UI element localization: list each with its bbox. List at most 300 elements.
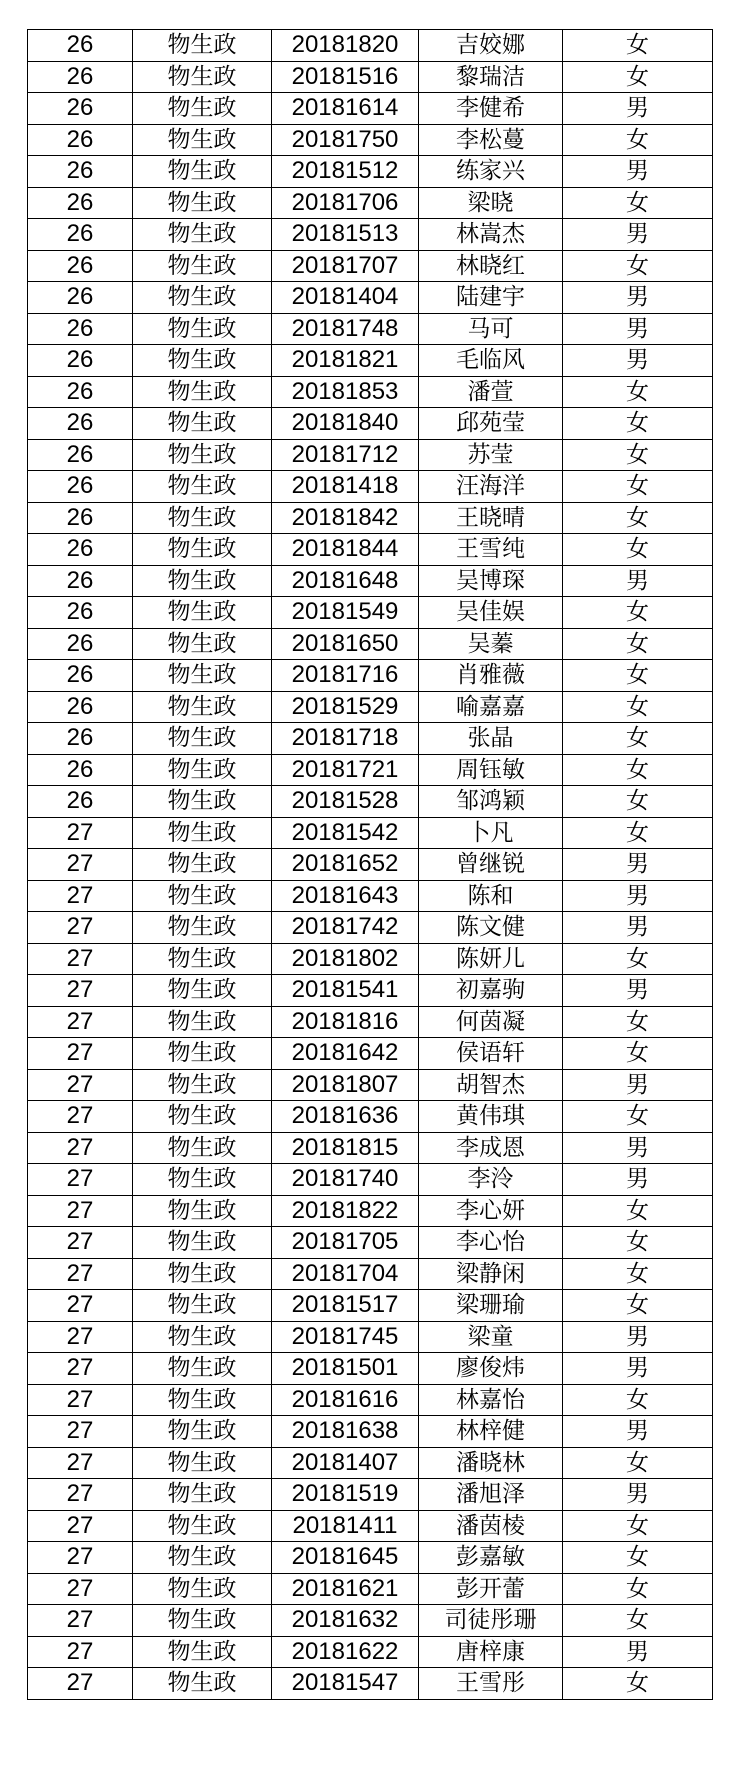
- subject-combo-cell: 物生政: [133, 1069, 272, 1101]
- student-name-cell: 梁珊瑜: [419, 1290, 563, 1322]
- exam-room-cell: 26: [28, 93, 133, 125]
- student-name-cell: 王雪纯: [419, 534, 563, 566]
- table-row: [28, 597, 713, 629]
- student-id-cell: 20181513: [272, 219, 419, 251]
- student-name-cell: 汪海洋: [419, 471, 563, 503]
- subject-combo-cell: 物生政: [133, 1479, 272, 1511]
- student-name-cell: 马可: [419, 313, 563, 345]
- student-id-cell: 20181820: [272, 30, 419, 62]
- gender-cell: 女: [563, 1447, 713, 1479]
- table-row: [28, 282, 713, 314]
- subject-combo-cell: 物生政: [133, 408, 272, 440]
- student-id-cell: 20181632: [272, 1605, 419, 1637]
- student-id-cell: 20181547: [272, 1668, 419, 1700]
- exam-room-cell: 27: [28, 1069, 133, 1101]
- subject-combo-cell: 物生政: [133, 1290, 272, 1322]
- table-row: [28, 1038, 713, 1070]
- subject-combo-cell: 物生政: [133, 345, 272, 377]
- exam-room-cell: 26: [28, 250, 133, 282]
- table-row: [28, 1258, 713, 1290]
- exam-room-cell: 26: [28, 534, 133, 566]
- gender-cell: 男: [563, 849, 713, 881]
- exam-room-cell: 26: [28, 597, 133, 629]
- subject-combo-cell: 物生政: [133, 376, 272, 408]
- gender-cell: 女: [563, 754, 713, 786]
- exam-room-cell: 26: [28, 156, 133, 188]
- table-row: [28, 1321, 713, 1353]
- student-name-cell: 邹鸿颖: [419, 786, 563, 818]
- gender-cell: 女: [563, 124, 713, 156]
- student-id-cell: 20181707: [272, 250, 419, 282]
- subject-combo-cell: 物生政: [133, 471, 272, 503]
- exam-room-cell: 27: [28, 1510, 133, 1542]
- student-id-cell: 20181750: [272, 124, 419, 156]
- student-name-cell: 吴蓁: [419, 628, 563, 660]
- student-name-cell: 周钰敏: [419, 754, 563, 786]
- gender-cell: 女: [563, 1258, 713, 1290]
- student-id-cell: 20181853: [272, 376, 419, 408]
- student-name-cell: 曾继锐: [419, 849, 563, 881]
- table-row: [28, 817, 713, 849]
- table-row: [28, 628, 713, 660]
- gender-cell: 男: [563, 565, 713, 597]
- student-name-cell: 李松蔓: [419, 124, 563, 156]
- subject-combo-cell: 物生政: [133, 1573, 272, 1605]
- student-name-cell: 司徒彤珊: [419, 1605, 563, 1637]
- exam-room-cell: 26: [28, 30, 133, 62]
- subject-combo-cell: 物生政: [133, 219, 272, 251]
- student-id-cell: 20181650: [272, 628, 419, 660]
- student-id-cell: 20181411: [272, 1510, 419, 1542]
- student-name-cell: 林梓健: [419, 1416, 563, 1448]
- exam-room-cell: 27: [28, 1447, 133, 1479]
- table-row: [28, 471, 713, 503]
- subject-combo-cell: 物生政: [133, 1542, 272, 1574]
- student-name-cell: 侯语轩: [419, 1038, 563, 1070]
- table-row: [28, 660, 713, 692]
- subject-combo-cell: 物生政: [133, 30, 272, 62]
- subject-combo-cell: 物生政: [133, 975, 272, 1007]
- table-row: [28, 880, 713, 912]
- table-row: [28, 1636, 713, 1668]
- student-id-cell: 20181621: [272, 1573, 419, 1605]
- table-row: [28, 1353, 713, 1385]
- subject-combo-cell: 物生政: [133, 1258, 272, 1290]
- student-name-cell: 李泠: [419, 1164, 563, 1196]
- student-id-cell: 20181704: [272, 1258, 419, 1290]
- table-row: [28, 1542, 713, 1574]
- gender-cell: 女: [563, 376, 713, 408]
- student-id-cell: 20181712: [272, 439, 419, 471]
- subject-combo-cell: 物生政: [133, 124, 272, 156]
- table-row: [28, 313, 713, 345]
- student-name-cell: 黎瑞洁: [419, 61, 563, 93]
- table-row: [28, 408, 713, 440]
- student-name-cell: 陈文健: [419, 912, 563, 944]
- exam-room-cell: 27: [28, 1353, 133, 1385]
- student-name-cell: 林嵩杰: [419, 219, 563, 251]
- student-id-cell: 20181519: [272, 1479, 419, 1511]
- student-id-cell: 20181636: [272, 1101, 419, 1133]
- table-row: [28, 691, 713, 723]
- exam-room-cell: 27: [28, 1479, 133, 1511]
- student-name-cell: 廖俊炜: [419, 1353, 563, 1385]
- subject-combo-cell: 物生政: [133, 187, 272, 219]
- student-name-cell: 彭嘉敏: [419, 1542, 563, 1574]
- student-id-cell: 20181638: [272, 1416, 419, 1448]
- student-name-cell: 李心怡: [419, 1227, 563, 1259]
- gender-cell: 女: [563, 471, 713, 503]
- exam-room-cell: 27: [28, 849, 133, 881]
- table-row: [28, 975, 713, 1007]
- exam-room-cell: 27: [28, 1542, 133, 1574]
- gender-cell: 男: [563, 313, 713, 345]
- student-name-cell: 初嘉驹: [419, 975, 563, 1007]
- student-id-cell: 20181807: [272, 1069, 419, 1101]
- subject-combo-cell: 物生政: [133, 534, 272, 566]
- exam-room-cell: 26: [28, 187, 133, 219]
- student-name-cell: 王晓晴: [419, 502, 563, 534]
- student-name-cell: 陆建宇: [419, 282, 563, 314]
- gender-cell: 男: [563, 912, 713, 944]
- gender-cell: 男: [563, 1416, 713, 1448]
- gender-cell: 女: [563, 723, 713, 755]
- student-id-cell: 20181517: [272, 1290, 419, 1322]
- table-row: [28, 912, 713, 944]
- student-name-cell: 吉姣娜: [419, 30, 563, 62]
- student-id-cell: 20181816: [272, 1006, 419, 1038]
- student-name-cell: 李健希: [419, 93, 563, 125]
- gender-cell: 女: [563, 1510, 713, 1542]
- table-row: [28, 187, 713, 219]
- subject-combo-cell: 物生政: [133, 912, 272, 944]
- subject-combo-cell: 物生政: [133, 754, 272, 786]
- table-row: [28, 723, 713, 755]
- student-name-cell: 林嘉怡: [419, 1384, 563, 1416]
- student-id-cell: 20181815: [272, 1132, 419, 1164]
- student-id-cell: 20181802: [272, 943, 419, 975]
- exam-room-cell: 27: [28, 943, 133, 975]
- subject-combo-cell: 物生政: [133, 1510, 272, 1542]
- exam-room-cell: 27: [28, 880, 133, 912]
- gender-cell: 女: [563, 1038, 713, 1070]
- gender-cell: 男: [563, 282, 713, 314]
- subject-combo-cell: 物生政: [133, 1038, 272, 1070]
- subject-combo-cell: 物生政: [133, 1132, 272, 1164]
- student-name-cell: 潘萱: [419, 376, 563, 408]
- exam-room-cell: 27: [28, 1384, 133, 1416]
- student-name-cell: 林晓红: [419, 250, 563, 282]
- student-name-cell: 肖雅薇: [419, 660, 563, 692]
- gender-cell: 女: [563, 408, 713, 440]
- gender-cell: 女: [563, 1101, 713, 1133]
- student-id-cell: 20181512: [272, 156, 419, 188]
- student-id-cell: 20181740: [272, 1164, 419, 1196]
- exam-room-cell: 27: [28, 1573, 133, 1605]
- gender-cell: 男: [563, 1353, 713, 1385]
- exam-room-cell: 26: [28, 408, 133, 440]
- table-row: [28, 30, 713, 62]
- table-row: [28, 943, 713, 975]
- student-id-cell: 20181721: [272, 754, 419, 786]
- table-row: [28, 754, 713, 786]
- student-id-cell: 20181529: [272, 691, 419, 723]
- subject-combo-cell: 物生政: [133, 1321, 272, 1353]
- exam-room-cell: 26: [28, 439, 133, 471]
- exam-room-cell: 27: [28, 1290, 133, 1322]
- table-row: [28, 1447, 713, 1479]
- table-row: [28, 376, 713, 408]
- table-row: [28, 1416, 713, 1448]
- gender-cell: 男: [563, 1479, 713, 1511]
- subject-combo-cell: 物生政: [133, 502, 272, 534]
- subject-combo-cell: 物生政: [133, 817, 272, 849]
- exam-room-cell: 27: [28, 1101, 133, 1133]
- student-name-cell: 胡智杰: [419, 1069, 563, 1101]
- student-id-cell: 20181718: [272, 723, 419, 755]
- table-row: [28, 1101, 713, 1133]
- gender-cell: 女: [563, 597, 713, 629]
- student-name-cell: 潘旭泽: [419, 1479, 563, 1511]
- student-name-cell: 练家兴: [419, 156, 563, 188]
- gender-cell: 女: [563, 1605, 713, 1637]
- student-roster-table: [27, 29, 713, 1700]
- table-row: [28, 1227, 713, 1259]
- gender-cell: 女: [563, 187, 713, 219]
- exam-room-cell: 26: [28, 219, 133, 251]
- student-id-cell: 20181705: [272, 1227, 419, 1259]
- table-row: [28, 156, 713, 188]
- student-id-cell: 20181418: [272, 471, 419, 503]
- exam-room-cell: 27: [28, 817, 133, 849]
- student-id-cell: 20181844: [272, 534, 419, 566]
- subject-combo-cell: 物生政: [133, 786, 272, 818]
- student-name-cell: 王雪彤: [419, 1668, 563, 1700]
- student-id-cell: 20181643: [272, 880, 419, 912]
- exam-room-cell: 26: [28, 376, 133, 408]
- table-row: [28, 250, 713, 282]
- gender-cell: 男: [563, 975, 713, 1007]
- student-id-cell: 20181549: [272, 597, 419, 629]
- table-row: [28, 1384, 713, 1416]
- student-id-cell: 20181642: [272, 1038, 419, 1070]
- student-id-cell: 20181648: [272, 565, 419, 597]
- subject-combo-cell: 物生政: [133, 943, 272, 975]
- student-name-cell: 李心妍: [419, 1195, 563, 1227]
- student-id-cell: 20181645: [272, 1542, 419, 1574]
- subject-combo-cell: 物生政: [133, 1353, 272, 1385]
- exam-room-cell: 26: [28, 282, 133, 314]
- student-name-cell: 邱苑莹: [419, 408, 563, 440]
- subject-combo-cell: 物生政: [133, 61, 272, 93]
- student-name-cell: 李成恩: [419, 1132, 563, 1164]
- exam-room-cell: 27: [28, 1258, 133, 1290]
- exam-room-cell: 27: [28, 1006, 133, 1038]
- exam-room-cell: 26: [28, 313, 133, 345]
- table-row: [28, 1006, 713, 1038]
- table-row: [28, 345, 713, 377]
- student-name-cell: 唐梓康: [419, 1636, 563, 1668]
- subject-combo-cell: 物生政: [133, 723, 272, 755]
- exam-room-cell: 26: [28, 502, 133, 534]
- gender-cell: 男: [563, 156, 713, 188]
- gender-cell: 女: [563, 660, 713, 692]
- exam-room-cell: 27: [28, 1321, 133, 1353]
- gender-cell: 女: [563, 1227, 713, 1259]
- student-id-cell: 20181616: [272, 1384, 419, 1416]
- subject-combo-cell: 物生政: [133, 1668, 272, 1700]
- student-name-cell: 梁童: [419, 1321, 563, 1353]
- table-row: [28, 1069, 713, 1101]
- student-name-cell: 陈和: [419, 880, 563, 912]
- exam-room-cell: 27: [28, 1227, 133, 1259]
- gender-cell: 女: [563, 1668, 713, 1700]
- exam-room-cell: 27: [28, 1605, 133, 1637]
- gender-cell: 女: [563, 786, 713, 818]
- subject-combo-cell: 物生政: [133, 628, 272, 660]
- gender-cell: 女: [563, 1542, 713, 1574]
- gender-cell: 男: [563, 1069, 713, 1101]
- exam-room-cell: 26: [28, 628, 133, 660]
- student-name-cell: 梁静闲: [419, 1258, 563, 1290]
- subject-combo-cell: 物生政: [133, 1164, 272, 1196]
- table-row: [28, 1668, 713, 1700]
- exam-room-cell: 27: [28, 1416, 133, 1448]
- gender-cell: 女: [563, 534, 713, 566]
- table-row: [28, 1132, 713, 1164]
- student-id-cell: 20181742: [272, 912, 419, 944]
- exam-room-cell: 26: [28, 565, 133, 597]
- exam-room-cell: 27: [28, 1164, 133, 1196]
- student-id-cell: 20181840: [272, 408, 419, 440]
- subject-combo-cell: 物生政: [133, 565, 272, 597]
- student-id-cell: 20181501: [272, 1353, 419, 1385]
- subject-combo-cell: 物生政: [133, 250, 272, 282]
- table-row: [28, 565, 713, 597]
- gender-cell: 女: [563, 817, 713, 849]
- student-name-cell: 潘晓林: [419, 1447, 563, 1479]
- student-name-cell: 喻嘉嘉: [419, 691, 563, 723]
- table-row: [28, 849, 713, 881]
- student-name-cell: 陈妍儿: [419, 943, 563, 975]
- student-name-cell: 吴佳娱: [419, 597, 563, 629]
- student-id-cell: 20181407: [272, 1447, 419, 1479]
- subject-combo-cell: 物生政: [133, 1605, 272, 1637]
- subject-combo-cell: 物生政: [133, 1101, 272, 1133]
- subject-combo-cell: 物生政: [133, 282, 272, 314]
- gender-cell: 男: [563, 219, 713, 251]
- exam-room-cell: 27: [28, 1195, 133, 1227]
- student-name-cell: 张晶: [419, 723, 563, 755]
- student-id-cell: 20181614: [272, 93, 419, 125]
- subject-combo-cell: 物生政: [133, 849, 272, 881]
- table-row: [28, 61, 713, 93]
- table-row: [28, 219, 713, 251]
- table-row: [28, 1605, 713, 1637]
- exam-room-cell: 26: [28, 691, 133, 723]
- student-name-cell: 苏莹: [419, 439, 563, 471]
- gender-cell: 女: [563, 1290, 713, 1322]
- table-row: [28, 786, 713, 818]
- exam-room-cell: 27: [28, 1668, 133, 1700]
- exam-room-cell: 26: [28, 786, 133, 818]
- table-row: [28, 534, 713, 566]
- table-row: [28, 1573, 713, 1605]
- student-id-cell: 20181842: [272, 502, 419, 534]
- table-row: [28, 1479, 713, 1511]
- table-row: [28, 502, 713, 534]
- student-id-cell: 20181822: [272, 1195, 419, 1227]
- subject-combo-cell: 物生政: [133, 1636, 272, 1668]
- exam-room-cell: 27: [28, 1038, 133, 1070]
- student-id-cell: 20181622: [272, 1636, 419, 1668]
- gender-cell: 男: [563, 1321, 713, 1353]
- gender-cell: 女: [563, 1384, 713, 1416]
- student-name-cell: 彭开蕾: [419, 1573, 563, 1605]
- table-row: [28, 1510, 713, 1542]
- student-name-cell: 毛临风: [419, 345, 563, 377]
- gender-cell: 女: [563, 943, 713, 975]
- subject-combo-cell: 物生政: [133, 1416, 272, 1448]
- student-id-cell: 20181516: [272, 61, 419, 93]
- gender-cell: 女: [563, 502, 713, 534]
- gender-cell: 女: [563, 1006, 713, 1038]
- gender-cell: 男: [563, 1636, 713, 1668]
- gender-cell: 女: [563, 1573, 713, 1605]
- subject-combo-cell: 物生政: [133, 1227, 272, 1259]
- subject-combo-cell: 物生政: [133, 439, 272, 471]
- exam-room-cell: 27: [28, 1636, 133, 1668]
- subject-combo-cell: 物生政: [133, 1447, 272, 1479]
- gender-cell: 女: [563, 1195, 713, 1227]
- exam-room-cell: 26: [28, 660, 133, 692]
- student-id-cell: 20181745: [272, 1321, 419, 1353]
- gender-cell: 女: [563, 628, 713, 660]
- subject-combo-cell: 物生政: [133, 880, 272, 912]
- student-id-cell: 20181748: [272, 313, 419, 345]
- student-id-cell: 20181404: [272, 282, 419, 314]
- gender-cell: 女: [563, 30, 713, 62]
- table-row: [28, 1290, 713, 1322]
- gender-cell: 男: [563, 345, 713, 377]
- exam-room-cell: 27: [28, 912, 133, 944]
- student-id-cell: 20181716: [272, 660, 419, 692]
- student-name-cell: 何茵凝: [419, 1006, 563, 1038]
- student-name-cell: 吴博琛: [419, 565, 563, 597]
- subject-combo-cell: 物生政: [133, 691, 272, 723]
- table-row: [28, 1164, 713, 1196]
- subject-combo-cell: 物生政: [133, 660, 272, 692]
- student-name-cell: 梁晓: [419, 187, 563, 219]
- gender-cell: 女: [563, 439, 713, 471]
- gender-cell: 女: [563, 61, 713, 93]
- gender-cell: 男: [563, 880, 713, 912]
- roster-sheet: [27, 29, 712, 1700]
- exam-room-cell: 26: [28, 754, 133, 786]
- exam-room-cell: 26: [28, 345, 133, 377]
- gender-cell: 女: [563, 691, 713, 723]
- gender-cell: 男: [563, 1132, 713, 1164]
- student-id-cell: 20181652: [272, 849, 419, 881]
- gender-cell: 女: [563, 250, 713, 282]
- student-name-cell: 潘茵棱: [419, 1510, 563, 1542]
- roster-body: [28, 30, 713, 1700]
- subject-combo-cell: 物生政: [133, 156, 272, 188]
- student-name-cell: 卜凡: [419, 817, 563, 849]
- subject-combo-cell: 物生政: [133, 1384, 272, 1416]
- student-id-cell: 20181706: [272, 187, 419, 219]
- gender-cell: 男: [563, 93, 713, 125]
